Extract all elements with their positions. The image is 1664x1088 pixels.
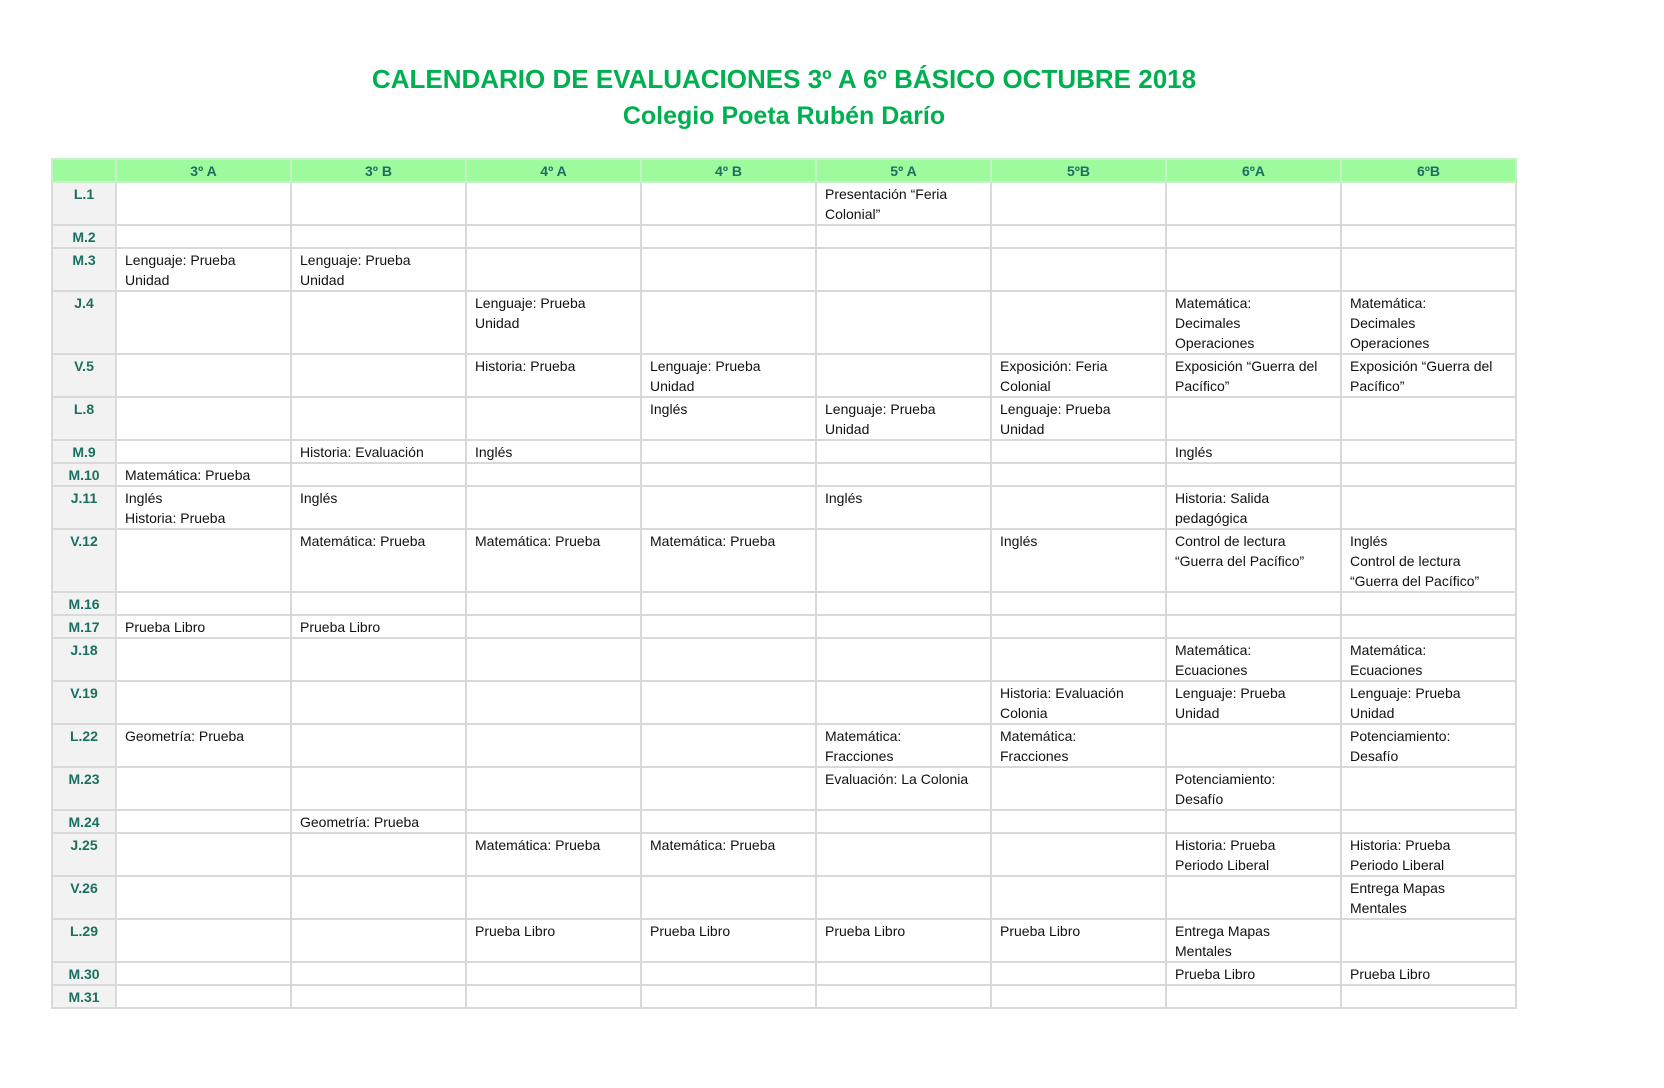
evaluation-cell bbox=[641, 724, 816, 767]
evaluation-cell bbox=[816, 463, 991, 486]
evaluation-cell: Matemática: Prueba bbox=[116, 463, 291, 486]
table-row bbox=[52, 919, 1516, 962]
evaluation-cell bbox=[991, 486, 1166, 529]
evaluation-cell: Lenguaje: Prueba Unidad bbox=[466, 291, 641, 354]
evaluation-cell: Presentación “Feria Colonial” bbox=[816, 182, 991, 225]
school-name: Colegio Poeta Rubén Darío bbox=[622, 102, 946, 130]
evaluation-cell bbox=[641, 638, 816, 681]
evaluation-cell bbox=[1166, 985, 1341, 1008]
evaluation-cell: Lenguaje: Prueba Unidad bbox=[116, 248, 291, 291]
day-label: M.30 bbox=[52, 962, 116, 985]
evaluation-cell bbox=[1341, 225, 1516, 248]
evaluation-cell bbox=[991, 810, 1166, 833]
evaluation-calendar-table bbox=[51, 158, 1517, 1009]
evaluation-cell bbox=[1166, 876, 1341, 919]
evaluation-cell bbox=[291, 833, 466, 876]
evaluation-cell bbox=[816, 810, 991, 833]
evaluation-cell: Exposición: Feria Colonial bbox=[991, 354, 1166, 397]
evaluation-cell bbox=[466, 638, 641, 681]
evaluation-cell: Inglés Historia: Prueba bbox=[116, 486, 291, 529]
evaluation-cell bbox=[116, 919, 291, 962]
evaluation-cell bbox=[291, 962, 466, 985]
evaluation-cell: Evaluación: La Colonia bbox=[816, 767, 991, 810]
evaluation-cell bbox=[116, 354, 291, 397]
evaluation-cell: Lenguaje: Prueba Unidad bbox=[641, 354, 816, 397]
day-label: V.26 bbox=[52, 876, 116, 919]
evaluation-cell: Prueba Libro bbox=[641, 919, 816, 962]
evaluation-cell bbox=[1166, 397, 1341, 440]
evaluation-cell bbox=[291, 985, 466, 1008]
evaluation-cell bbox=[1166, 182, 1341, 225]
evaluation-cell bbox=[1166, 724, 1341, 767]
evaluation-cell bbox=[641, 486, 816, 529]
evaluation-cell bbox=[991, 291, 1166, 354]
evaluation-cell bbox=[1166, 810, 1341, 833]
evaluation-cell: Lenguaje: Prueba Unidad bbox=[991, 397, 1166, 440]
evaluation-cell: Inglés bbox=[291, 486, 466, 529]
column-header: 3º B bbox=[291, 159, 466, 182]
table-row bbox=[52, 182, 1516, 225]
evaluation-cell: Matemática: Decimales Operaciones bbox=[1341, 291, 1516, 354]
evaluation-cell bbox=[116, 529, 291, 592]
evaluation-cell: Lenguaje: Prueba Unidad bbox=[1166, 681, 1341, 724]
evaluation-cell bbox=[991, 463, 1166, 486]
evaluation-cell bbox=[291, 397, 466, 440]
evaluation-cell bbox=[466, 767, 641, 810]
evaluation-cell: Historia: Prueba Periodo Liberal bbox=[1341, 833, 1516, 876]
evaluation-cell bbox=[641, 681, 816, 724]
evaluation-cell bbox=[466, 615, 641, 638]
page-title: CALENDARIO DE EVALUACIONES 3º A 6º BÁSICO OCTUBRE 2018 bbox=[371, 64, 1197, 94]
evaluation-cell bbox=[116, 182, 291, 225]
evaluation-cell bbox=[1166, 225, 1341, 248]
day-label: V.5 bbox=[52, 354, 116, 397]
evaluation-cell bbox=[466, 397, 641, 440]
evaluation-cell bbox=[991, 833, 1166, 876]
day-label: M.2 bbox=[52, 225, 116, 248]
day-label: J.18 bbox=[52, 638, 116, 681]
evaluation-cell: Exposición “Guerra del Pacífico” bbox=[1341, 354, 1516, 397]
evaluation-cell bbox=[1341, 397, 1516, 440]
evaluation-cell: Prueba Libro bbox=[116, 615, 291, 638]
evaluation-cell bbox=[816, 291, 991, 354]
column-header: 3º A bbox=[116, 159, 291, 182]
evaluation-cell bbox=[466, 876, 641, 919]
table-row bbox=[52, 962, 1516, 985]
evaluation-cell bbox=[641, 248, 816, 291]
evaluation-cell bbox=[116, 681, 291, 724]
evaluation-cell bbox=[641, 592, 816, 615]
evaluation-cell: Lenguaje: Prueba Unidad bbox=[291, 248, 466, 291]
evaluation-cell bbox=[991, 962, 1166, 985]
table-row bbox=[52, 291, 1516, 354]
evaluation-cell: Historia: Salida pedagógica bbox=[1166, 486, 1341, 529]
evaluation-cell bbox=[991, 876, 1166, 919]
evaluation-cell: Lenguaje: Prueba Unidad bbox=[1341, 681, 1516, 724]
evaluation-cell bbox=[1341, 248, 1516, 291]
day-label: M.10 bbox=[52, 463, 116, 486]
evaluation-cell: Matemática: Prueba bbox=[641, 833, 816, 876]
day-label: M.24 bbox=[52, 810, 116, 833]
evaluation-cell bbox=[466, 681, 641, 724]
evaluation-cell bbox=[466, 225, 641, 248]
evaluation-cell bbox=[991, 182, 1166, 225]
evaluation-cell: Prueba Libro bbox=[1341, 962, 1516, 985]
evaluation-cell bbox=[816, 876, 991, 919]
table-row bbox=[52, 615, 1516, 638]
evaluation-cell bbox=[291, 291, 466, 354]
evaluation-cell bbox=[816, 529, 991, 592]
evaluation-cell: Geometría: Prueba bbox=[291, 810, 466, 833]
day-label: M.31 bbox=[52, 985, 116, 1008]
evaluation-cell: Control de lectura “Guerra del Pacífico” bbox=[1166, 529, 1341, 592]
table-row bbox=[52, 876, 1516, 919]
evaluation-cell bbox=[116, 397, 291, 440]
evaluation-cell bbox=[641, 440, 816, 463]
table-row bbox=[52, 810, 1516, 833]
evaluation-cell: Matemática: Ecuaciones bbox=[1341, 638, 1516, 681]
evaluation-cell bbox=[641, 463, 816, 486]
evaluation-cell bbox=[466, 810, 641, 833]
evaluation-cell bbox=[991, 440, 1166, 463]
evaluation-cell: Matemática: Prueba bbox=[466, 529, 641, 592]
evaluation-cell bbox=[466, 486, 641, 529]
evaluation-cell bbox=[816, 440, 991, 463]
table-row bbox=[52, 225, 1516, 248]
table-row bbox=[52, 354, 1516, 397]
evaluation-cell bbox=[466, 985, 641, 1008]
table-row bbox=[52, 529, 1516, 592]
evaluation-cell bbox=[991, 615, 1166, 638]
evaluation-cell bbox=[991, 248, 1166, 291]
evaluation-cell: Matemática: Prueba bbox=[466, 833, 641, 876]
evaluation-cell: Matemática: Ecuaciones bbox=[1166, 638, 1341, 681]
evaluation-cell: Prueba Libro bbox=[991, 919, 1166, 962]
evaluation-cell: Exposición “Guerra del Pacífico” bbox=[1166, 354, 1341, 397]
evaluation-cell bbox=[291, 592, 466, 615]
evaluation-cell bbox=[991, 638, 1166, 681]
evaluation-cell bbox=[991, 225, 1166, 248]
evaluation-cell bbox=[466, 248, 641, 291]
evaluation-cell: Historia: Prueba Periodo Liberal bbox=[1166, 833, 1341, 876]
evaluation-cell: Matemática: Prueba bbox=[641, 529, 816, 592]
day-label: L.29 bbox=[52, 919, 116, 962]
column-header bbox=[52, 159, 116, 182]
evaluation-cell bbox=[641, 810, 816, 833]
evaluation-cell: Inglés bbox=[816, 486, 991, 529]
evaluation-cell bbox=[1166, 592, 1341, 615]
evaluation-cell bbox=[641, 985, 816, 1008]
day-label: M.23 bbox=[52, 767, 116, 810]
evaluation-cell bbox=[991, 767, 1166, 810]
evaluation-cell bbox=[116, 440, 291, 463]
evaluation-cell: Inglés bbox=[641, 397, 816, 440]
table-row bbox=[52, 397, 1516, 440]
evaluation-cell bbox=[291, 767, 466, 810]
evaluation-cell bbox=[291, 724, 466, 767]
evaluation-cell bbox=[1341, 615, 1516, 638]
evaluation-cell bbox=[816, 833, 991, 876]
evaluation-cell bbox=[1166, 615, 1341, 638]
evaluation-cell bbox=[641, 615, 816, 638]
column-header: 6ºB bbox=[1341, 159, 1516, 182]
evaluation-cell bbox=[816, 681, 991, 724]
evaluation-cell bbox=[816, 225, 991, 248]
day-label: L.1 bbox=[52, 182, 116, 225]
evaluation-cell bbox=[116, 291, 291, 354]
evaluation-cell bbox=[466, 463, 641, 486]
table-row bbox=[52, 592, 1516, 615]
evaluation-cell: Prueba Libro bbox=[291, 615, 466, 638]
table-row bbox=[52, 985, 1516, 1008]
day-label: L.22 bbox=[52, 724, 116, 767]
day-label: M.16 bbox=[52, 592, 116, 615]
table-row bbox=[52, 767, 1516, 810]
column-header: 4º B bbox=[641, 159, 816, 182]
evaluation-cell bbox=[1341, 810, 1516, 833]
evaluation-cell: Inglés bbox=[991, 529, 1166, 592]
evaluation-cell bbox=[991, 985, 1166, 1008]
evaluation-cell: Inglés bbox=[1166, 440, 1341, 463]
evaluation-cell: Prueba Libro bbox=[816, 919, 991, 962]
evaluation-cell bbox=[1341, 463, 1516, 486]
column-header: 5º A bbox=[816, 159, 991, 182]
column-header: 6ºA bbox=[1166, 159, 1341, 182]
evaluation-cell bbox=[116, 833, 291, 876]
day-label: M.17 bbox=[52, 615, 116, 638]
evaluation-cell: Prueba Libro bbox=[466, 919, 641, 962]
evaluation-cell bbox=[1341, 767, 1516, 810]
evaluation-cell: Historia: Evaluación bbox=[291, 440, 466, 463]
day-label: V.19 bbox=[52, 681, 116, 724]
table-row bbox=[52, 681, 1516, 724]
day-label: M.9 bbox=[52, 440, 116, 463]
evaluation-cell bbox=[816, 615, 991, 638]
evaluation-cell bbox=[116, 638, 291, 681]
evaluation-cell: Inglés Control de lectura “Guerra del Pacífico” bbox=[1341, 529, 1516, 592]
evaluation-cell bbox=[116, 225, 291, 248]
evaluation-cell: Potenciamiento: Desafío bbox=[1341, 724, 1516, 767]
evaluation-cell bbox=[116, 767, 291, 810]
evaluation-cell bbox=[816, 985, 991, 1008]
evaluation-cell bbox=[291, 919, 466, 962]
evaluation-cell bbox=[116, 810, 291, 833]
evaluation-cell bbox=[1341, 919, 1516, 962]
evaluation-cell: Matemática: Prueba bbox=[291, 529, 466, 592]
evaluation-cell: Prueba Libro bbox=[1166, 962, 1341, 985]
evaluation-cell bbox=[641, 962, 816, 985]
column-header: 5ºB bbox=[991, 159, 1166, 182]
table-row bbox=[52, 248, 1516, 291]
evaluation-cell bbox=[991, 592, 1166, 615]
header-row bbox=[52, 159, 1516, 182]
table-row bbox=[52, 486, 1516, 529]
evaluation-cell bbox=[466, 182, 641, 225]
day-label: L.8 bbox=[52, 397, 116, 440]
evaluation-cell bbox=[816, 962, 991, 985]
day-label: M.3 bbox=[52, 248, 116, 291]
evaluation-cell bbox=[816, 248, 991, 291]
evaluation-cell bbox=[641, 182, 816, 225]
evaluation-cell bbox=[116, 962, 291, 985]
table-row bbox=[52, 638, 1516, 681]
evaluation-cell bbox=[816, 354, 991, 397]
evaluation-cell bbox=[291, 354, 466, 397]
evaluation-cell bbox=[116, 876, 291, 919]
table-row bbox=[52, 440, 1516, 463]
evaluation-cell: Geometría: Prueba bbox=[116, 724, 291, 767]
evaluation-cell: Inglés bbox=[466, 440, 641, 463]
evaluation-cell bbox=[1166, 248, 1341, 291]
evaluation-cell bbox=[291, 638, 466, 681]
evaluation-cell bbox=[466, 592, 641, 615]
evaluation-cell: Entrega Mapas Mentales bbox=[1341, 876, 1516, 919]
column-header: 4º A bbox=[466, 159, 641, 182]
evaluation-cell bbox=[1166, 463, 1341, 486]
evaluation-cell bbox=[466, 962, 641, 985]
evaluation-cell bbox=[1341, 182, 1516, 225]
evaluation-cell: Matemática: Fracciones bbox=[991, 724, 1166, 767]
evaluation-cell bbox=[1341, 985, 1516, 1008]
evaluation-cell bbox=[816, 638, 991, 681]
evaluation-cell bbox=[1341, 440, 1516, 463]
evaluation-cell bbox=[641, 291, 816, 354]
evaluation-cell bbox=[116, 985, 291, 1008]
evaluation-cell bbox=[291, 182, 466, 225]
evaluation-cell bbox=[1341, 592, 1516, 615]
evaluation-cell bbox=[641, 876, 816, 919]
day-label: V.12 bbox=[52, 529, 116, 592]
evaluation-cell: Matemática: Decimales Operaciones bbox=[1166, 291, 1341, 354]
table-row bbox=[52, 463, 1516, 486]
evaluation-cell: Historia: Evaluación Colonia bbox=[991, 681, 1166, 724]
evaluation-cell: Lenguaje: Prueba Unidad bbox=[816, 397, 991, 440]
evaluation-cell bbox=[466, 724, 641, 767]
table-row bbox=[52, 724, 1516, 767]
evaluation-cell bbox=[291, 681, 466, 724]
evaluation-cell bbox=[291, 876, 466, 919]
evaluation-cell bbox=[291, 463, 466, 486]
evaluation-cell bbox=[641, 767, 816, 810]
evaluation-cell bbox=[1341, 486, 1516, 529]
evaluation-cell bbox=[816, 592, 991, 615]
table-row bbox=[52, 833, 1516, 876]
day-label: J.11 bbox=[52, 486, 116, 529]
day-label: J.4 bbox=[52, 291, 116, 354]
evaluation-cell: Historia: Prueba bbox=[466, 354, 641, 397]
evaluation-cell: Entrega Mapas Mentales bbox=[1166, 919, 1341, 962]
evaluation-cell bbox=[116, 592, 291, 615]
evaluation-cell bbox=[291, 225, 466, 248]
evaluation-cell: Potenciamiento: Desafío bbox=[1166, 767, 1341, 810]
evaluation-cell bbox=[641, 225, 816, 248]
day-label: J.25 bbox=[52, 833, 116, 876]
evaluation-cell: Matemática: Fracciones bbox=[816, 724, 991, 767]
